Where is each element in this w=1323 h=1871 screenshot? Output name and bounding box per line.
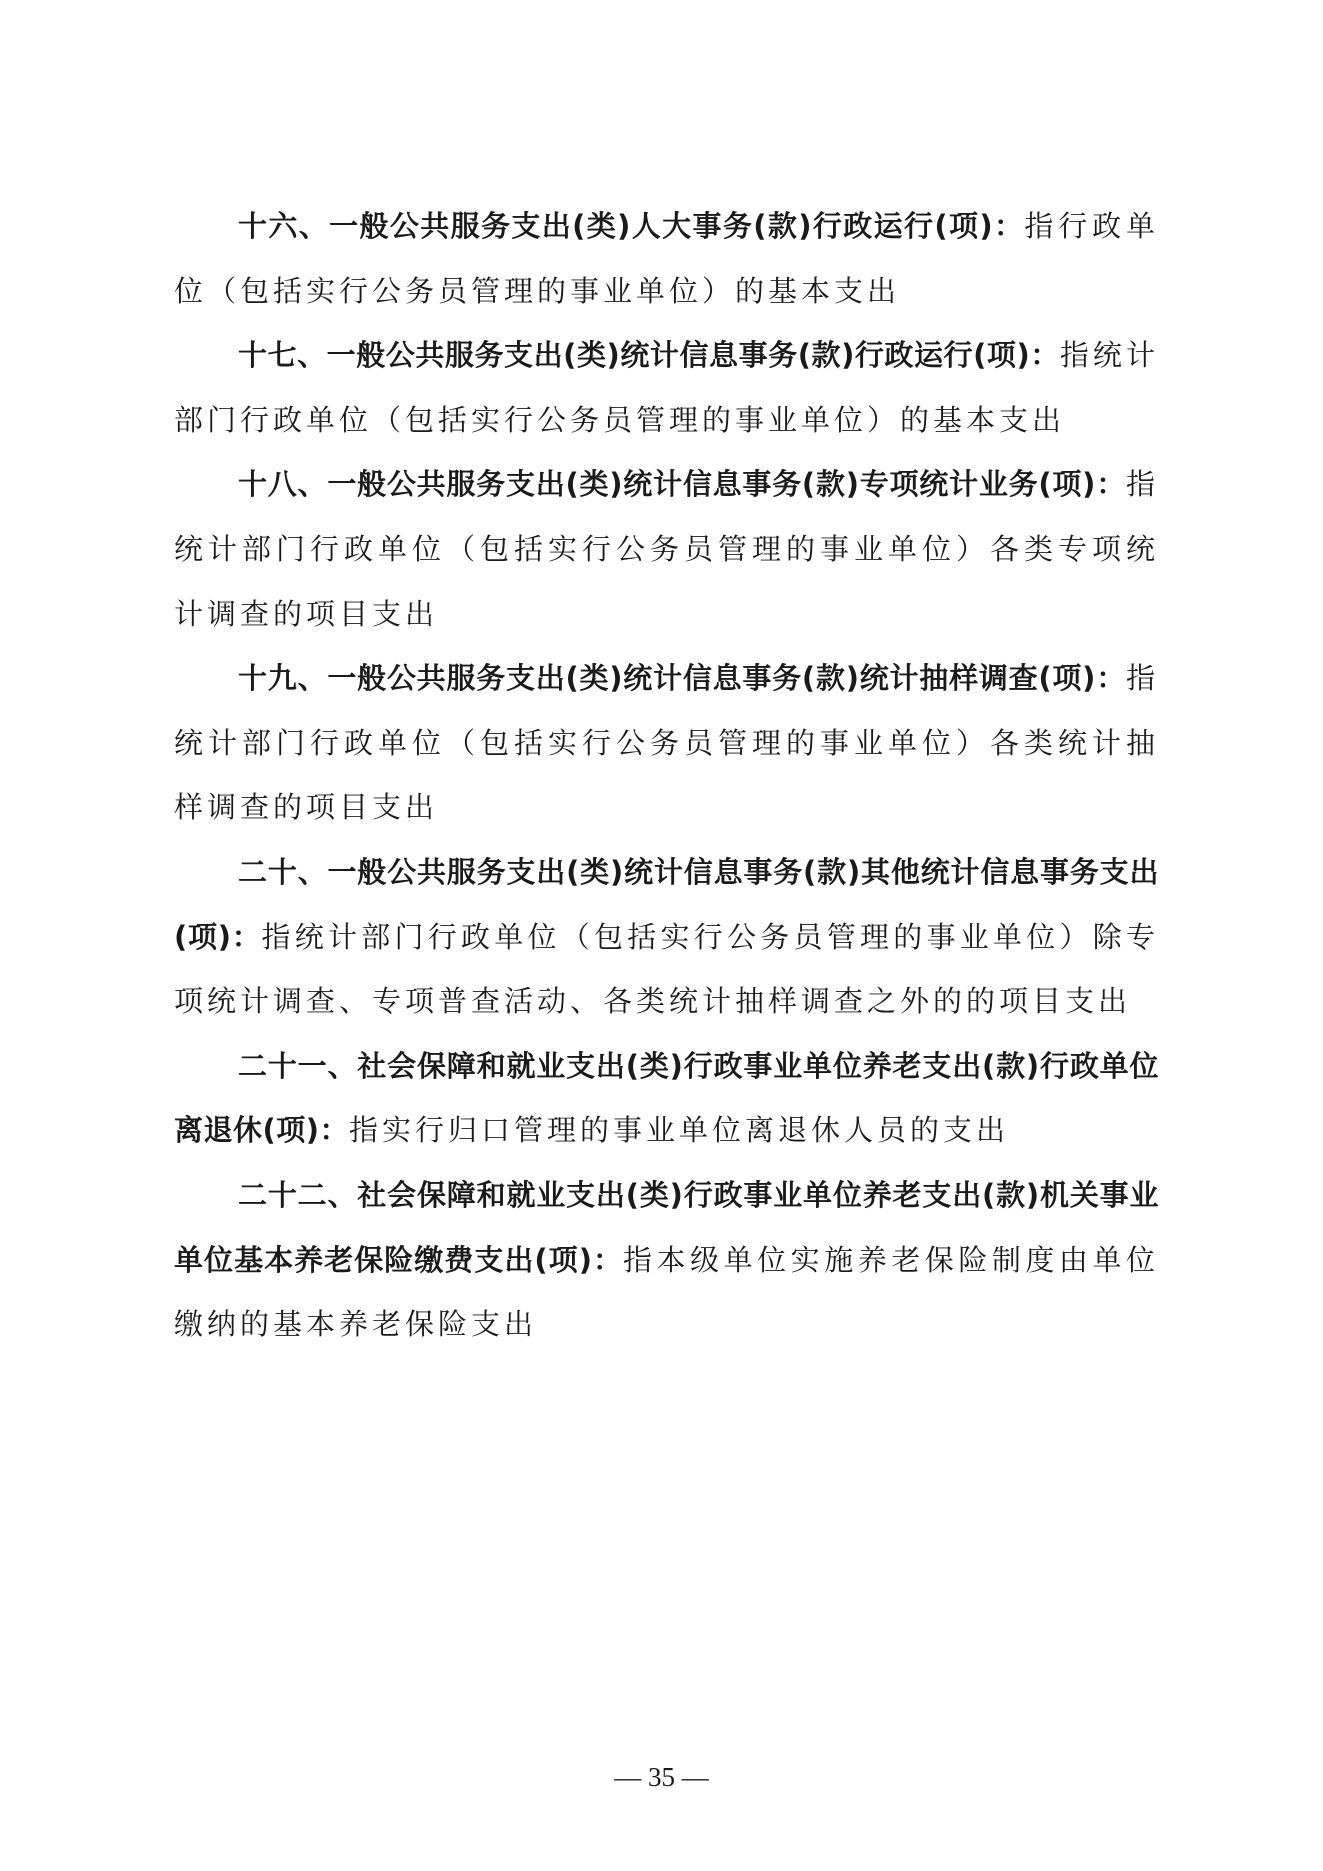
section-heading: 十八、一般公共服务支出(类)统计信息事务(款)专项统计业务(项)：: [238, 467, 1126, 502]
section-20: [174, 840, 1159, 1034]
page-number: — 35 —: [614, 1762, 709, 1792]
section-19: [174, 646, 1159, 840]
section-17: [174, 323, 1159, 452]
section-22: [174, 1163, 1159, 1357]
section-heading: 二十一、社会保障和就业支出(类)行政事业单位养老支出(款)行政单位离退休(项)：: [174, 1048, 1159, 1148]
section-heading: 十七、一般公共服务支出(类)统计信息事务(款)行政运行(项)：: [238, 338, 1060, 373]
section-16: [174, 194, 1159, 323]
section-heading: 十九、一般公共服务支出(类)统计信息事务(款)统计抽样调查(项)：: [238, 661, 1126, 696]
section-21: [174, 1034, 1159, 1163]
section-heading: 二十二、社会保障和就业支出(类)行政事业单位养老支出(款)机关事业单位基本养老保险缴费支出(项)：: [174, 1177, 1159, 1277]
section-heading: 十六、一般公共服务支出(类)人大事务(款)行政运行(项)：: [238, 209, 1025, 243]
section-text: 指实行归口管理的事业单位离退休人员的支出: [349, 1113, 1010, 1148]
section-text: 指统计部门行政单位（包括实行公务员管理的事业单位）的基本支出: [174, 338, 1159, 437]
section-heading: 二十、一般公共服务支出(类)统计信息事务(款)其他统计信息事务支出(项)：: [174, 854, 1159, 954]
section-18: [174, 452, 1159, 646]
section-text: 指行政单位（包括实行公务员管理的事业单位）的基本支出: [174, 209, 1159, 308]
section-text: 指统计部门行政单位（包括实行公务员管理的事业单位）除专项统计调查、专项普查活动、各类统计抽样调查之外的的项目支出: [174, 919, 1159, 1019]
document-body: [174, 194, 1159, 1357]
section-text: 指本级单位实施养老保险制度由单位缴纳的基本养老保险支出: [174, 1242, 1159, 1342]
section-text: 指统计部门行政单位（包括实行公务员管理的事业单位）各类统计抽样调查的项目支出: [174, 661, 1159, 825]
section-text: 指统计部门行政单位（包括实行公务员管理的事业单位）各类专项统计调查的项目支出: [174, 467, 1159, 631]
